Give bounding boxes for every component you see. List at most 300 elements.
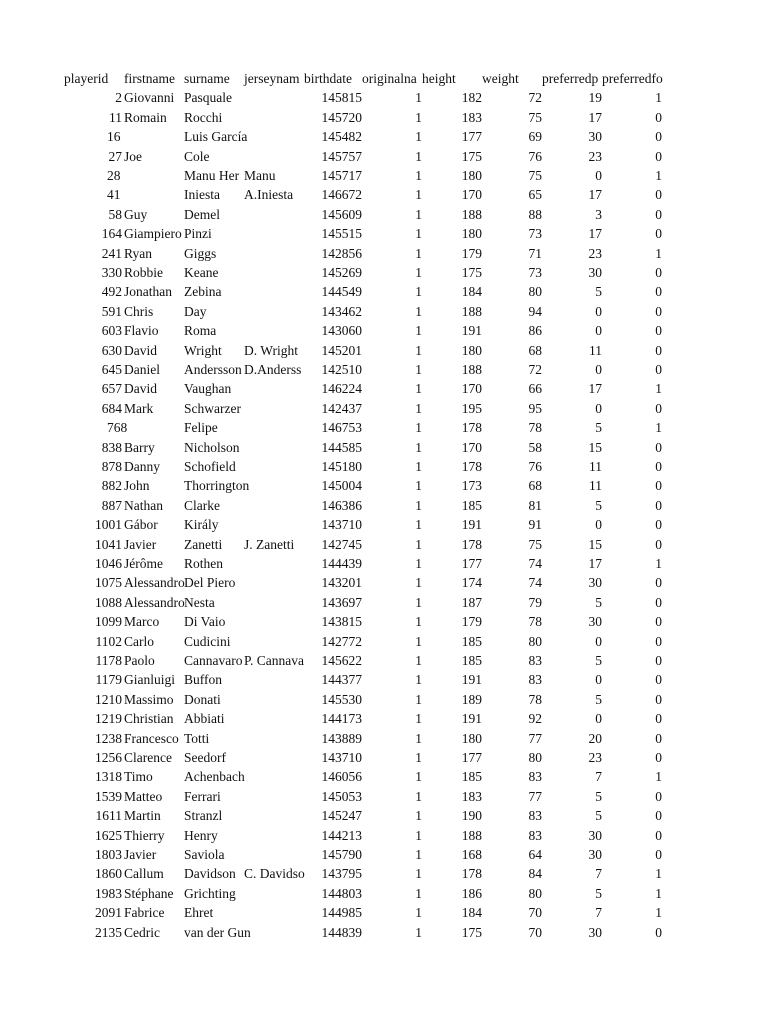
- cell-preferredp: 0: [595, 672, 602, 688]
- cell-jerseyname: [244, 612, 304, 631]
- cell-jerseyname: [244, 418, 304, 437]
- cell-originalna: 1: [415, 517, 422, 533]
- cell-originalna: 1: [415, 284, 422, 300]
- cell-height: 170: [461, 187, 482, 203]
- cell-weight: 65: [528, 187, 542, 203]
- cell-firstname: Marco: [124, 614, 160, 630]
- cell-jerseyname: C. Davidso: [244, 866, 305, 882]
- cell-playerid: 882: [101, 478, 122, 494]
- cell-firstname: Gábor: [124, 517, 158, 533]
- cell-weight: 70: [528, 924, 542, 940]
- cell-birthdate: 144585: [321, 439, 362, 455]
- cell-weight: 80: [528, 750, 542, 765]
- cell-preferredf: 1: [655, 381, 662, 397]
- cell-weight: 70: [528, 905, 542, 921]
- cell-surname: Schwarzer: [184, 400, 241, 416]
- cell-preferredp: 30: [588, 129, 602, 145]
- cell-surname: Roma: [184, 323, 217, 339]
- cell-preferredp: 0: [595, 323, 602, 339]
- cell-weight: 78: [528, 420, 542, 436]
- table-row: [0, 612, 768, 631]
- header-surname: surname: [184, 71, 230, 86]
- cell-birthdate: 143815: [321, 614, 362, 630]
- cell-birthdate: 142745: [321, 536, 362, 552]
- cell-preferredf: 1: [655, 769, 662, 785]
- cell-preferredf: 0: [655, 847, 662, 862]
- table-row: [0, 651, 768, 670]
- cell-preferredf: 0: [655, 148, 662, 164]
- cell-jerseyname: [244, 729, 304, 748]
- cell-preferredf: 0: [655, 750, 662, 765]
- cell-birthdate: 142437: [321, 400, 362, 416]
- cell-playerid: 11: [109, 109, 122, 125]
- cell-weight: 81: [528, 497, 542, 513]
- cell-height: 170: [461, 439, 482, 455]
- cell-originalna: 1: [415, 168, 422, 183]
- cell-preferredp: 30: [588, 265, 602, 280]
- cell-playerid: 603: [101, 323, 122, 339]
- cell-birthdate: 144803: [321, 885, 362, 901]
- cell-preferredf: 1: [655, 905, 662, 921]
- cell-jerseyname: [244, 88, 304, 107]
- cell-surname: Henry: [184, 827, 218, 843]
- cell-playerid: 1803: [95, 847, 122, 862]
- header-height: height: [422, 71, 456, 86]
- cell-preferredf: 0: [655, 342, 662, 358]
- cell-firstname: Gianluigi: [124, 672, 175, 688]
- cell-surname: Demel: [184, 206, 220, 222]
- cell-originalna: 1: [415, 905, 422, 921]
- header-preferredp: preferredp: [542, 71, 599, 86]
- cell-preferredf: 0: [655, 265, 662, 280]
- cell-height: 180: [461, 730, 482, 746]
- cell-firstname: [124, 185, 184, 204]
- cell-height: 180: [461, 168, 482, 183]
- cell-jerseyname: [244, 244, 304, 263]
- cell-height: 175: [461, 148, 482, 164]
- cell-preferredp: 5: [595, 653, 602, 668]
- cell-firstname: Mark: [124, 400, 154, 416]
- cell-firstname: Christian: [124, 711, 174, 727]
- cell-preferredp: 0: [595, 168, 602, 183]
- cell-preferredp: 17: [588, 109, 602, 125]
- cell-height: 180: [461, 342, 482, 358]
- table-row: [0, 379, 768, 398]
- cell-jerseyname: [244, 884, 304, 903]
- cell-playerid: 591: [101, 303, 122, 319]
- cell-firstname: Clarence: [124, 750, 172, 765]
- cell-firstname: Danny: [124, 459, 160, 474]
- cell-preferredf: 0: [655, 691, 662, 707]
- cell-weight: 88: [528, 206, 542, 222]
- cell-birthdate: 145622: [321, 653, 362, 668]
- cell-weight: 58: [528, 439, 542, 455]
- cell-preferredp: 7: [595, 905, 602, 921]
- cell-firstname: Guy: [124, 206, 148, 222]
- table-row: [0, 806, 768, 825]
- cell-preferredp: 5: [595, 594, 602, 610]
- cell-preferredf: 0: [655, 129, 662, 145]
- cell-preferredp: 7: [595, 769, 602, 785]
- cell-surname: Seedorf: [184, 750, 226, 765]
- cell-jerseyname: [244, 399, 304, 418]
- cell-originalna: 1: [415, 594, 422, 610]
- cell-weight: 66: [528, 381, 542, 397]
- cell-preferredp: 0: [595, 362, 602, 377]
- cell-birthdate: 143201: [321, 575, 362, 591]
- cell-surname: Abbiati: [184, 711, 225, 727]
- cell-jerseyname: [244, 515, 304, 534]
- cell-preferredf: 0: [655, 400, 662, 416]
- cell-birthdate: 145515: [321, 226, 362, 242]
- cell-preferredf: 0: [655, 362, 662, 377]
- cell-birthdate: 142772: [321, 633, 362, 649]
- cell-jerseyname: [244, 457, 304, 476]
- cell-height: 184: [461, 284, 482, 300]
- cell-preferredp: 5: [595, 497, 602, 513]
- cell-firstname: David: [124, 342, 157, 358]
- cell-originalna: 1: [415, 459, 422, 474]
- cell-weight: 92: [528, 711, 542, 727]
- table-row: [0, 418, 768, 437]
- header-firstname: firstname: [124, 71, 175, 86]
- cell-playerid: 1860: [95, 866, 122, 882]
- cell-birthdate: 146672: [321, 187, 362, 203]
- cell-height: 179: [461, 245, 482, 261]
- cell-jerseyname: [244, 845, 304, 864]
- cell-firstname: Paolo: [124, 653, 155, 668]
- table-row: [0, 748, 768, 767]
- cell-playerid: 1075: [95, 575, 122, 591]
- cell-firstname: David: [124, 381, 157, 397]
- cell-surname: Day: [184, 303, 207, 319]
- cell-jerseyname: D. Wright: [244, 342, 298, 358]
- cell-firstname: [124, 418, 184, 437]
- cell-playerid: 1179: [95, 672, 122, 688]
- cell-jerseyname: [244, 690, 304, 709]
- cell-surname: Andersson: [184, 362, 242, 377]
- cell-surname: Keane: [184, 265, 219, 280]
- cell-preferredf: 0: [655, 575, 662, 591]
- cell-birthdate: 144839: [321, 924, 362, 940]
- cell-firstname: Barry: [124, 439, 155, 455]
- cell-firstname: Robbie: [124, 265, 163, 280]
- table-row: [0, 302, 768, 321]
- cell-jerseyname: A.Iniesta: [244, 187, 294, 203]
- cell-firstname: Callum: [124, 866, 164, 882]
- cell-weight: 95: [528, 400, 542, 416]
- cell-weight: 77: [528, 788, 542, 804]
- cell-originalna: 1: [415, 109, 422, 125]
- table-row: [0, 573, 768, 592]
- table-row: [0, 185, 768, 204]
- cell-playerid: 164: [101, 226, 122, 242]
- cell-weight: 80: [528, 633, 542, 649]
- cell-weight: 80: [528, 284, 542, 300]
- table-row: [0, 632, 768, 651]
- cell-preferredp: 3: [595, 206, 602, 222]
- cell-jerseyname: [244, 593, 304, 612]
- cell-originalna: 1: [415, 497, 422, 513]
- cell-jerseyname: [244, 282, 304, 301]
- table-row: [0, 845, 768, 864]
- cell-birthdate: 145717: [321, 168, 362, 183]
- cell-jerseyname: [244, 224, 304, 243]
- cell-surname: Pinzi: [184, 226, 212, 242]
- cell-height: 185: [461, 769, 482, 785]
- table-row: [0, 360, 768, 379]
- cell-preferredf: 0: [655, 478, 662, 494]
- cell-jerseyname: [244, 263, 304, 282]
- cell-weight: 74: [528, 556, 542, 571]
- cell-playerid: 1210: [95, 691, 122, 707]
- cell-jerseyname: [244, 205, 304, 224]
- cell-playerid: 630: [101, 342, 122, 358]
- cell-surname: Ferrari: [184, 788, 221, 804]
- cell-playerid: 1611: [95, 808, 122, 824]
- cell-birthdate: 145053: [321, 788, 362, 804]
- cell-playerid: 1001: [95, 517, 122, 533]
- table-row: [0, 864, 768, 883]
- cell-height: 168: [461, 847, 482, 862]
- table-row: [0, 457, 768, 476]
- cell-surname: Zanetti: [184, 536, 223, 552]
- cell-height: 188: [461, 303, 482, 319]
- cell-preferredp: 17: [588, 226, 602, 242]
- cell-height: 177: [461, 129, 482, 145]
- cell-playerid: 241: [101, 245, 122, 261]
- cell-preferredp: 0: [595, 711, 602, 727]
- cell-height: 182: [461, 90, 482, 106]
- cell-birthdate: 146753: [321, 420, 362, 436]
- cell-originalna: 1: [415, 90, 422, 106]
- cell-preferredp: 15: [588, 536, 602, 552]
- cell-preferredp: 30: [588, 924, 602, 940]
- cell-birthdate: 145790: [321, 847, 362, 862]
- cell-surname: Cudicini: [184, 633, 231, 649]
- cell-weight: 83: [528, 808, 542, 824]
- table-row: [0, 399, 768, 418]
- cell-preferredp: 5: [595, 420, 602, 436]
- cell-firstname: Fabrice: [124, 905, 165, 921]
- table-row: [0, 923, 768, 942]
- cell-height: 191: [461, 672, 482, 688]
- cell-preferredf: 1: [655, 866, 662, 882]
- cell-weight: 83: [528, 769, 542, 785]
- cell-originalna: 1: [415, 245, 422, 261]
- cell-firstname: Alessandro: [124, 594, 185, 610]
- cell-originalna: 1: [415, 556, 422, 571]
- cell-playerid: 1099: [95, 614, 122, 630]
- cell-preferredp: 30: [588, 847, 602, 862]
- cell-height: 173: [461, 478, 482, 494]
- cell-preferredp: 17: [588, 381, 602, 397]
- cell-playerid: 58: [108, 206, 122, 222]
- cell-preferredp: 30: [588, 575, 602, 591]
- cell-preferredf: 0: [655, 924, 662, 940]
- cell-playerid: 1219: [95, 711, 122, 727]
- cell-jerseyname: [244, 923, 304, 942]
- cell-originalna: 1: [415, 148, 422, 164]
- cell-firstname: Alessandro: [124, 575, 185, 591]
- cell-playerid: 2091: [95, 905, 122, 921]
- cell-height: 179: [461, 614, 482, 630]
- cell-jerseyname: [244, 748, 304, 767]
- cell-jerseyname: [244, 108, 304, 127]
- cell-originalna: 1: [415, 342, 422, 358]
- cell-height: 188: [461, 206, 482, 222]
- cell-height: 183: [461, 788, 482, 804]
- cell-firstname: Giovanni: [124, 90, 175, 106]
- cell-height: 185: [461, 497, 482, 513]
- cell-firstname: Javier: [124, 847, 157, 862]
- cell-playerid: 1178: [95, 653, 122, 668]
- cell-weight: 72: [528, 90, 542, 106]
- cell-preferredp: 0: [595, 400, 602, 416]
- cell-firstname: [124, 127, 184, 146]
- cell-height: 170: [461, 381, 482, 397]
- cell-preferredp: 23: [588, 148, 602, 164]
- cell-preferredp: 5: [595, 808, 602, 824]
- cell-firstname: Chris: [124, 303, 154, 319]
- cell-jerseyname: [244, 321, 304, 340]
- cell-originalna: 1: [415, 129, 422, 145]
- cell-birthdate: 142856: [321, 245, 362, 261]
- cell-birthdate: 146224: [321, 381, 362, 397]
- cell-originalna: 1: [415, 303, 422, 319]
- cell-preferredp: 19: [588, 90, 602, 106]
- cell-preferredp: 11: [589, 478, 602, 494]
- cell-height: 175: [461, 924, 482, 940]
- cell-jerseyname: [244, 127, 304, 146]
- table-row: [0, 709, 768, 728]
- table-row: [0, 670, 768, 689]
- cell-originalna: 1: [415, 400, 422, 416]
- cell-firstname: Flavio: [124, 323, 159, 339]
- table-row: [0, 515, 768, 534]
- cell-jerseyname: J. Zanetti: [244, 536, 295, 552]
- cell-playerid: 28: [107, 168, 121, 183]
- cell-originalna: 1: [415, 711, 422, 727]
- cell-playerid: 1088: [95, 594, 122, 610]
- cell-originalna: 1: [415, 633, 422, 649]
- cell-originalna: 1: [415, 381, 422, 397]
- cell-originalna: 1: [415, 323, 422, 339]
- cell-weight: 91: [528, 517, 542, 533]
- cell-height: 174: [461, 575, 482, 591]
- cell-preferredf: 1: [655, 556, 662, 571]
- cell-surname: Manu Her: [184, 168, 240, 183]
- cell-surname: Saviola: [184, 847, 225, 862]
- cell-surname: Davidson: [184, 866, 236, 882]
- cell-preferredf: 0: [655, 711, 662, 727]
- cell-originalna: 1: [415, 750, 422, 765]
- table-row: [0, 884, 768, 903]
- cell-preferredp: 15: [588, 439, 602, 455]
- cell-playerid: 1983: [95, 885, 122, 901]
- table-row: [0, 729, 768, 748]
- cell-birthdate: 145609: [321, 206, 362, 222]
- cell-originalna: 1: [415, 439, 422, 455]
- cell-jerseyname: [244, 147, 304, 166]
- cell-playerid: 878: [101, 459, 122, 474]
- cell-height: 188: [461, 362, 482, 377]
- cell-weight: 73: [528, 226, 542, 242]
- cell-height: 178: [461, 459, 482, 474]
- table-row: [0, 787, 768, 806]
- cell-height: 175: [461, 265, 482, 280]
- cell-preferredf: 0: [655, 536, 662, 552]
- cell-birthdate: 146056: [321, 769, 362, 785]
- cell-birthdate: 143060: [321, 323, 362, 339]
- cell-surname: Di Vaio: [184, 614, 226, 630]
- cell-jerseyname: [244, 438, 304, 457]
- cell-weight: 83: [528, 827, 542, 843]
- cell-birthdate: 145720: [321, 109, 362, 125]
- table-row: [0, 147, 768, 166]
- cell-jerseyname: [244, 496, 304, 515]
- cell-originalna: 1: [415, 847, 422, 862]
- cell-preferredf: 0: [655, 788, 662, 804]
- cell-preferredf: 0: [655, 323, 662, 339]
- cell-birthdate: 144985: [321, 905, 362, 921]
- cell-originalna: 1: [415, 575, 422, 591]
- table-row: [0, 341, 768, 360]
- table-row: [0, 476, 768, 495]
- cell-preferredp: 17: [588, 556, 602, 571]
- cell-surname: Stranzl: [184, 808, 223, 824]
- cell-playerid: 1041: [95, 536, 122, 552]
- cell-playerid: 1318: [95, 769, 122, 785]
- cell-weight: 79: [528, 594, 542, 610]
- cell-jerseyname: P. Cannava: [244, 653, 304, 668]
- cell-preferredp: 17: [588, 187, 602, 203]
- cell-originalna: 1: [415, 187, 422, 203]
- cell-height: 191: [461, 517, 482, 533]
- table-row: [0, 205, 768, 224]
- cell-surname: Totti: [184, 730, 210, 746]
- cell-surname: Rocchi: [184, 109, 223, 125]
- cell-weight: 75: [528, 168, 542, 183]
- table-row: [0, 263, 768, 282]
- cell-jerseyname: [244, 826, 304, 845]
- cell-firstname: Timo: [124, 769, 153, 785]
- cell-preferredp: 11: [589, 459, 602, 474]
- cell-height: 178: [461, 536, 482, 552]
- cell-birthdate: 145201: [321, 342, 362, 358]
- cell-height: 178: [461, 420, 482, 436]
- cell-originalna: 1: [415, 653, 422, 668]
- header-originalna: originalna: [362, 71, 417, 86]
- cell-jerseyname: [244, 709, 304, 728]
- cell-height: 195: [461, 400, 482, 416]
- cell-firstname: Stéphane: [124, 885, 174, 901]
- cell-jerseyname: [244, 632, 304, 651]
- cell-originalna: 1: [415, 478, 422, 494]
- cell-preferredp: 0: [595, 303, 602, 319]
- cell-weight: 78: [528, 691, 542, 707]
- cell-preferredf: 0: [655, 594, 662, 610]
- cell-weight: 84: [528, 866, 542, 882]
- cell-originalna: 1: [415, 362, 422, 377]
- cell-jerseyname: [244, 670, 304, 689]
- cell-birthdate: 144173: [321, 711, 362, 727]
- cell-birthdate: 145530: [321, 691, 362, 707]
- header-preferredf: preferredfo: [602, 71, 663, 86]
- cell-birthdate: 142510: [321, 362, 362, 377]
- header-birthdate: birthdate: [304, 71, 352, 86]
- cell-surname: Iniesta: [184, 187, 220, 203]
